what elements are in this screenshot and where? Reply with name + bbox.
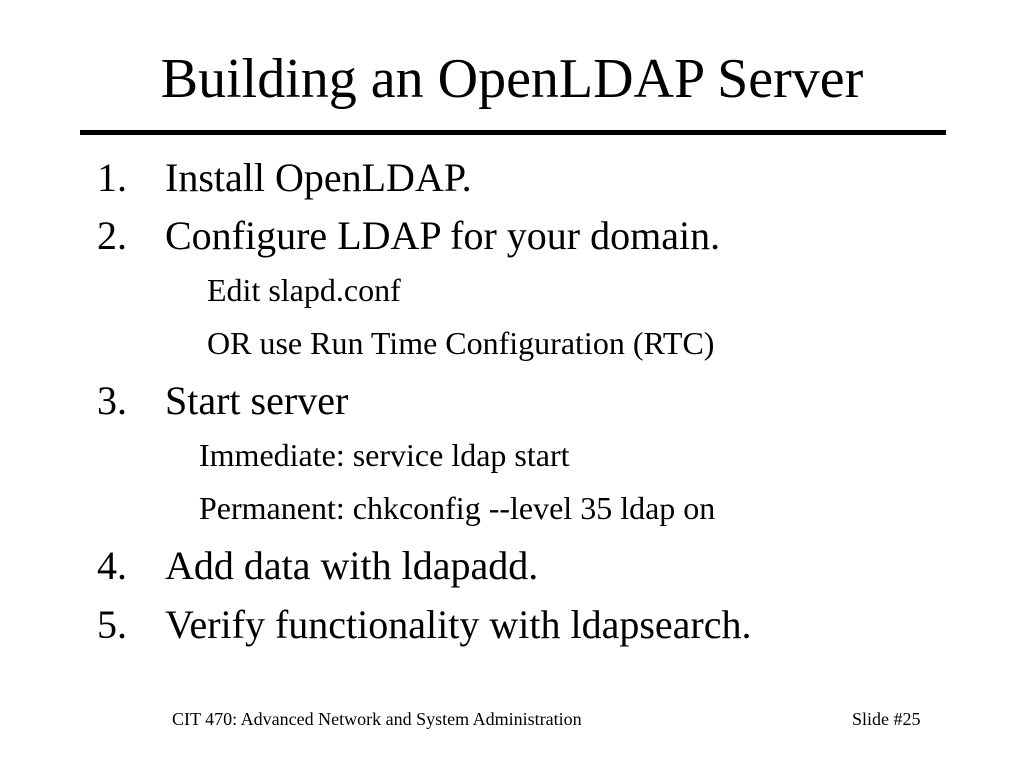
step-1-text: Install OpenLDAP.	[165, 155, 472, 200]
step-2-detail-1: Edit slapd.conf	[207, 272, 401, 308]
footer-course-title: CIT 470: Advanced Network and System Administration	[172, 709, 582, 729]
step-3-text: Start server	[165, 378, 349, 423]
step-3-detail-2: Permanent: chkconfig --level 35 ldap on	[199, 490, 716, 526]
title-divider	[80, 130, 946, 135]
footer-slide-number: Slide #25	[852, 709, 921, 729]
step-4-number: 4.	[97, 543, 127, 588]
step-5-text: Verify functionality with ldapsearch.	[165, 602, 752, 647]
slide-title: Building an OpenLDAP Server	[160, 48, 864, 110]
step-1-number: 1.	[97, 155, 127, 200]
step-2-detail-2: OR use Run Time Configuration (RTC)	[207, 325, 715, 361]
step-2-number: 2.	[97, 213, 127, 258]
step-5-number: 5.	[97, 602, 127, 647]
step-4-text: Add data with ldapadd.	[165, 543, 539, 588]
step-3-number: 3.	[97, 378, 127, 423]
step-2-text: Configure LDAP for your domain.	[165, 213, 721, 258]
step-3-detail-1: Immediate: service ldap start	[199, 437, 570, 473]
